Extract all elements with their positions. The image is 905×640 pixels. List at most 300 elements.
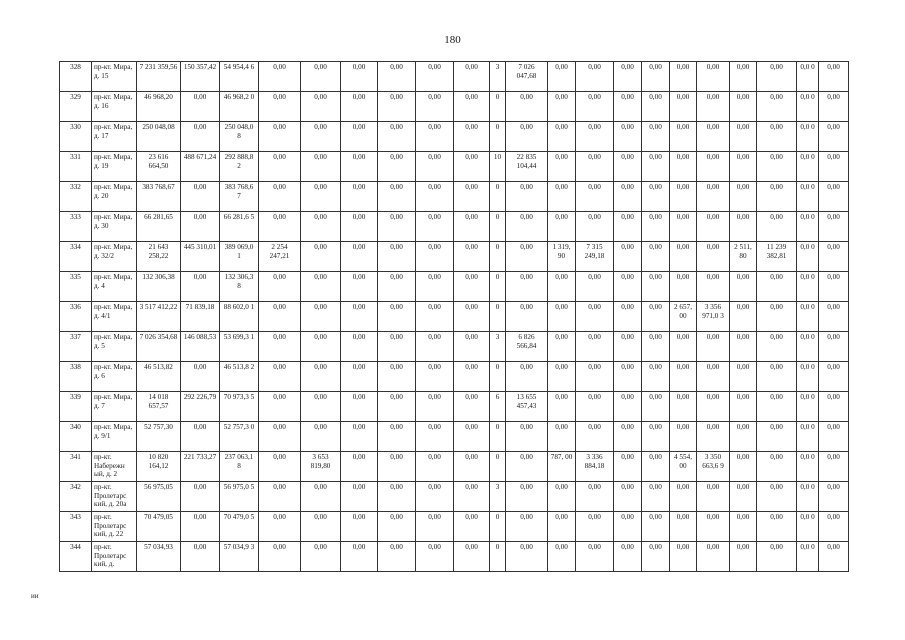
value-cell: 0,00 <box>576 482 614 512</box>
value-cell: 0,00 <box>614 212 642 242</box>
address-cell: пр-кт. Мира, д. 9/1 <box>92 422 137 452</box>
value-cell: 0,00 <box>757 92 797 122</box>
value-cell: 0,0 0 <box>797 242 819 272</box>
value-cell: 0,00 <box>614 92 642 122</box>
row-number-cell: 336 <box>60 302 92 332</box>
row-number-cell: 328 <box>60 62 92 92</box>
value-cell: 0,00 <box>670 542 697 572</box>
value-cell: 0,00 <box>301 362 341 392</box>
value-cell: 0,00 <box>454 332 490 362</box>
value-cell: 0,00 <box>548 422 576 452</box>
address-cell: пр-кт. Пролетарс кий, д. <box>92 542 137 572</box>
value-cell: 0,00 <box>416 542 454 572</box>
value-cell: 2 254 247,21 <box>259 242 301 272</box>
value-cell: 0,00 <box>416 152 454 182</box>
value-cell: 0,00 <box>341 542 378 572</box>
value-cell: 0,00 <box>454 542 490 572</box>
value-cell: 11 239 382,81 <box>757 242 797 272</box>
value-cell: 0,00 <box>506 422 548 452</box>
row-number-cell: 340 <box>60 422 92 452</box>
value-cell: 0,00 <box>576 542 614 572</box>
value-cell: 0,00 <box>642 422 670 452</box>
table-row <box>60 512 849 542</box>
value-cell: 0,00 <box>341 122 378 152</box>
value-cell: 0,00 <box>548 62 576 92</box>
value-cell: 0,00 <box>301 152 341 182</box>
value-cell: 0,00 <box>757 122 797 152</box>
table-row <box>60 362 849 392</box>
row-number-cell: 334 <box>60 242 92 272</box>
row-number-cell: 335 <box>60 272 92 302</box>
table-row <box>60 422 849 452</box>
value-cell: 237 063,1 8 <box>220 452 259 482</box>
address-cell: пр-кт. Мира, д. 7 <box>92 392 137 422</box>
value-cell: 0,00 <box>757 422 797 452</box>
value-cell: 0,00 <box>181 182 220 212</box>
value-cell: 3 <box>490 62 506 92</box>
value-cell: 21 643 258,22 <box>137 242 181 272</box>
value-cell: 0,00 <box>819 362 849 392</box>
value-cell: 0,00 <box>341 62 378 92</box>
value-cell: 0,00 <box>301 512 341 542</box>
value-cell: 0,00 <box>341 452 378 482</box>
value-cell: 0,00 <box>642 272 670 302</box>
value-cell: 0,00 <box>341 482 378 512</box>
value-cell: 0,00 <box>576 302 614 332</box>
value-cell: 0,00 <box>757 542 797 572</box>
value-cell: 0,00 <box>614 302 642 332</box>
value-cell: 0,00 <box>642 362 670 392</box>
value-cell: 13 655 457,43 <box>506 392 548 422</box>
value-cell: 0,0 0 <box>797 422 819 452</box>
value-cell: 0,00 <box>259 302 301 332</box>
value-cell: 0,00 <box>670 92 697 122</box>
table-row <box>60 332 849 362</box>
address-cell: пр-кт. Мира, д. 4/1 <box>92 302 137 332</box>
value-cell: 0,00 <box>819 242 849 272</box>
value-cell: 0,00 <box>548 542 576 572</box>
value-cell: 0,0 0 <box>797 362 819 392</box>
value-cell: 0 <box>490 272 506 302</box>
value-cell: 3 653 819,80 <box>301 452 341 482</box>
value-cell: 0,00 <box>301 392 341 422</box>
value-cell: 0,00 <box>378 62 416 92</box>
value-cell: 0,00 <box>506 302 548 332</box>
value-cell: 0,00 <box>819 182 849 212</box>
value-cell: 0,00 <box>548 122 576 152</box>
value-cell: 0,00 <box>642 512 670 542</box>
value-cell: 0,00 <box>757 392 797 422</box>
table-row <box>60 482 849 512</box>
value-cell: 0,00 <box>642 212 670 242</box>
value-cell: 71 839,18 <box>181 302 220 332</box>
value-cell: 0,00 <box>301 302 341 332</box>
value-cell: 0,0 0 <box>797 272 819 302</box>
value-cell: 292 226,79 <box>181 392 220 422</box>
row-number-cell: 342 <box>60 482 92 512</box>
value-cell: 0,00 <box>642 152 670 182</box>
value-cell: 0,00 <box>378 512 416 542</box>
value-cell: 0,00 <box>341 302 378 332</box>
value-cell: 0,0 0 <box>797 122 819 152</box>
value-cell: 0,00 <box>548 362 576 392</box>
value-cell: 0,00 <box>642 182 670 212</box>
value-cell: 0,00 <box>181 212 220 242</box>
value-cell: 7 315 249,18 <box>576 242 614 272</box>
value-cell: 2 511, 80 <box>730 242 757 272</box>
value-cell: 488 671,24 <box>181 152 220 182</box>
address-cell: пр-кт. Пролетарс кий, д. 22 <box>92 512 137 542</box>
value-cell: 3 356 971,0 3 <box>697 302 730 332</box>
value-cell: 0,00 <box>670 422 697 452</box>
value-cell: 0,00 <box>642 302 670 332</box>
value-cell: 0,00 <box>614 422 642 452</box>
value-cell: 0,00 <box>341 422 378 452</box>
value-cell: 0,00 <box>670 272 697 302</box>
value-cell: 52 757,30 <box>137 422 181 452</box>
value-cell: 0,00 <box>454 152 490 182</box>
row-number-cell: 344 <box>60 542 92 572</box>
address-cell: пр-кт. Мира, д. 20 <box>92 182 137 212</box>
value-cell: 0,00 <box>730 452 757 482</box>
value-cell: 0,00 <box>757 152 797 182</box>
value-cell: 0,00 <box>819 482 849 512</box>
value-cell: 0,00 <box>506 452 548 482</box>
value-cell: 0,00 <box>757 272 797 302</box>
value-cell: 0,00 <box>454 242 490 272</box>
address-cell: пр-кт. Мира, д. 4 <box>92 272 137 302</box>
value-cell: 221 733,27 <box>181 452 220 482</box>
value-cell: 0,00 <box>259 422 301 452</box>
value-cell: 70 479,05 <box>137 512 181 542</box>
value-cell: 0,00 <box>416 92 454 122</box>
table-row <box>60 542 849 572</box>
value-cell: 0,00 <box>301 92 341 122</box>
value-cell: 0,00 <box>819 302 849 332</box>
value-cell: 0,00 <box>730 152 757 182</box>
value-cell: 0,00 <box>697 392 730 422</box>
value-cell: 0,00 <box>506 182 548 212</box>
data-table <box>59 61 849 572</box>
address-cell: пр-кт. Мира, д. 16 <box>92 92 137 122</box>
value-cell: 7 026 354,68 <box>137 332 181 362</box>
value-cell: 0,00 <box>416 242 454 272</box>
value-cell: 383 768,6 7 <box>220 182 259 212</box>
value-cell: 0 <box>490 242 506 272</box>
row-number-cell: 339 <box>60 392 92 422</box>
value-cell: 0,00 <box>259 512 301 542</box>
value-cell: 0,00 <box>757 182 797 212</box>
value-cell: 0,00 <box>454 272 490 302</box>
value-cell: 0,00 <box>259 152 301 182</box>
table-row <box>60 182 849 212</box>
value-cell: 0,00 <box>259 452 301 482</box>
value-cell: 0,00 <box>576 332 614 362</box>
value-cell: 0,0 0 <box>797 152 819 182</box>
value-cell: 0,00 <box>341 92 378 122</box>
value-cell: 7 026 047,68 <box>506 62 548 92</box>
row-number-cell: 331 <box>60 152 92 182</box>
address-cell: пр-кт. Набережн ый, д. 2 <box>92 452 137 482</box>
value-cell: 0,00 <box>506 122 548 152</box>
value-cell: 132 306,38 <box>137 272 181 302</box>
value-cell: 6 <box>490 392 506 422</box>
value-cell: 3 517 412,22 <box>137 302 181 332</box>
value-cell: 0,00 <box>506 212 548 242</box>
value-cell: 0,00 <box>548 152 576 182</box>
address-cell: пр-кт. Мира, д. 19 <box>92 152 137 182</box>
value-cell: 0,00 <box>181 92 220 122</box>
value-cell: 0,00 <box>548 92 576 122</box>
value-cell: 0,00 <box>548 212 576 242</box>
value-cell: 0,00 <box>506 92 548 122</box>
value-cell: 0,00 <box>730 362 757 392</box>
value-cell: 0,00 <box>670 182 697 212</box>
value-cell: 2 657, 00 <box>670 302 697 332</box>
value-cell: 0,00 <box>454 122 490 152</box>
value-cell: 0,00 <box>454 362 490 392</box>
value-cell: 250 048,0 8 <box>220 122 259 152</box>
value-cell: 383 768,67 <box>137 182 181 212</box>
value-cell: 389 069,0 1 <box>220 242 259 272</box>
value-cell: 46 513,8 2 <box>220 362 259 392</box>
address-cell: пр-кт. Мира, д. 5 <box>92 332 137 362</box>
value-cell: 0,00 <box>454 92 490 122</box>
value-cell: 0,00 <box>642 122 670 152</box>
value-cell: 0,00 <box>378 392 416 422</box>
value-cell: 0,00 <box>378 452 416 482</box>
table-row <box>60 212 849 242</box>
value-cell: 0,00 <box>506 242 548 272</box>
value-cell: 0,00 <box>614 242 642 272</box>
value-cell: 0,00 <box>341 392 378 422</box>
value-cell: 0,00 <box>670 482 697 512</box>
value-cell: 0,00 <box>819 62 849 92</box>
value-cell: 0,00 <box>181 542 220 572</box>
table-row <box>60 62 849 92</box>
value-cell: 292 888,8 2 <box>220 152 259 182</box>
value-cell: 0,00 <box>301 122 341 152</box>
table-row <box>60 392 849 422</box>
value-cell: 0,00 <box>670 62 697 92</box>
value-cell: 0,00 <box>614 362 642 392</box>
value-cell: 0,00 <box>416 332 454 362</box>
table-row <box>60 122 849 152</box>
value-cell: 0,00 <box>181 512 220 542</box>
value-cell: 46 968,20 <box>137 92 181 122</box>
value-cell: 445 310,01 <box>181 242 220 272</box>
value-cell: 0,00 <box>378 242 416 272</box>
value-cell: 0 <box>490 302 506 332</box>
value-cell: 0,00 <box>670 152 697 182</box>
value-cell: 0,0 0 <box>797 302 819 332</box>
value-cell: 0,00 <box>416 212 454 242</box>
value-cell: 0,00 <box>819 122 849 152</box>
value-cell: 0,00 <box>378 302 416 332</box>
value-cell: 0,00 <box>730 542 757 572</box>
value-cell: 0,00 <box>259 92 301 122</box>
value-cell: 0,00 <box>576 92 614 122</box>
value-cell: 0,00 <box>730 272 757 302</box>
value-cell: 0,00 <box>181 422 220 452</box>
value-cell: 0,00 <box>670 242 697 272</box>
value-cell: 0,00 <box>378 332 416 362</box>
value-cell: 4 554, 00 <box>670 452 697 482</box>
value-cell: 88 602,0 1 <box>220 302 259 332</box>
value-cell: 0,00 <box>576 152 614 182</box>
value-cell: 0,00 <box>378 422 416 452</box>
value-cell: 0,00 <box>757 302 797 332</box>
value-cell: 0,0 0 <box>797 482 819 512</box>
row-number-cell: 330 <box>60 122 92 152</box>
value-cell: 23 616 664,50 <box>137 152 181 182</box>
value-cell: 0,00 <box>378 182 416 212</box>
value-cell: 0,00 <box>670 512 697 542</box>
value-cell: 0,00 <box>454 212 490 242</box>
value-cell: 0,00 <box>181 272 220 302</box>
value-cell: 0,00 <box>341 512 378 542</box>
value-cell: 0,00 <box>181 362 220 392</box>
value-cell: 3 <box>490 332 506 362</box>
row-number-cell: 333 <box>60 212 92 242</box>
value-cell: 0,00 <box>341 182 378 212</box>
value-cell: 0,00 <box>697 422 730 452</box>
value-cell: 0,00 <box>642 452 670 482</box>
value-cell: 0,00 <box>730 302 757 332</box>
value-cell: 0,00 <box>670 392 697 422</box>
value-cell: 0 <box>490 422 506 452</box>
value-cell: 0,0 0 <box>797 512 819 542</box>
value-cell: 14 018 657,57 <box>137 392 181 422</box>
value-cell: 0,00 <box>614 332 642 362</box>
value-cell: 0,00 <box>614 182 642 212</box>
value-cell: 0,00 <box>697 542 730 572</box>
value-cell: 0,00 <box>670 122 697 152</box>
value-cell: 0,00 <box>416 122 454 152</box>
value-cell: 0,00 <box>614 62 642 92</box>
value-cell: 0,00 <box>697 332 730 362</box>
value-cell: 0,00 <box>259 332 301 362</box>
value-cell: 0,00 <box>378 542 416 572</box>
value-cell: 0,00 <box>697 212 730 242</box>
value-cell: 0,00 <box>506 362 548 392</box>
value-cell: 3 336 884,18 <box>576 452 614 482</box>
value-cell: 0,00 <box>378 122 416 152</box>
value-cell: 0,00 <box>576 272 614 302</box>
value-cell: 0,00 <box>642 392 670 422</box>
value-cell: 0,00 <box>454 392 490 422</box>
value-cell: 0,00 <box>697 182 730 212</box>
value-cell: 56 975,0 5 <box>220 482 259 512</box>
value-cell: 0,0 0 <box>797 452 819 482</box>
value-cell: 0,00 <box>819 392 849 422</box>
value-cell: 0,00 <box>416 452 454 482</box>
value-cell: 52 757,3 0 <box>220 422 259 452</box>
row-number-cell: 338 <box>60 362 92 392</box>
value-cell: 0,00 <box>757 212 797 242</box>
value-cell: 0,00 <box>416 482 454 512</box>
value-cell: 3 350 663,6 9 <box>697 452 730 482</box>
value-cell: 0 <box>490 122 506 152</box>
value-cell: 0,00 <box>614 452 642 482</box>
value-cell: 0,00 <box>416 182 454 212</box>
value-cell: 0,00 <box>819 542 849 572</box>
value-cell: 0,00 <box>730 392 757 422</box>
value-cell: 0,00 <box>259 122 301 152</box>
value-cell: 0,00 <box>670 212 697 242</box>
value-cell: 0,00 <box>697 482 730 512</box>
value-cell: 0,0 0 <box>797 332 819 362</box>
value-cell: 0,00 <box>506 482 548 512</box>
row-number-cell: 341 <box>60 452 92 482</box>
value-cell: 0,00 <box>642 92 670 122</box>
value-cell: 0,00 <box>670 332 697 362</box>
value-cell: 0,00 <box>642 542 670 572</box>
value-cell: 54 954,4 6 <box>220 62 259 92</box>
value-cell: 0,00 <box>819 212 849 242</box>
value-cell: 150 357,42 <box>181 62 220 92</box>
value-cell: 0,00 <box>819 92 849 122</box>
value-cell: 0,00 <box>454 62 490 92</box>
value-cell: 0,00 <box>576 362 614 392</box>
value-cell: 0,0 0 <box>797 92 819 122</box>
value-cell: 56 975,05 <box>137 482 181 512</box>
row-number-cell: 329 <box>60 92 92 122</box>
value-cell: 0,00 <box>730 92 757 122</box>
value-cell: 250 048,08 <box>137 122 181 152</box>
value-cell: 0,00 <box>730 62 757 92</box>
value-cell: 0,00 <box>454 512 490 542</box>
address-cell: пр-кт. Мира, д. 32/2 <box>92 242 137 272</box>
value-cell: 57 034,9 3 <box>220 542 259 572</box>
value-cell: 0,00 <box>301 482 341 512</box>
value-cell: 10 <box>490 152 506 182</box>
value-cell: 0,00 <box>454 482 490 512</box>
value-cell: 0,00 <box>697 152 730 182</box>
value-cell: 0,00 <box>614 272 642 302</box>
value-cell: 0,00 <box>757 362 797 392</box>
value-cell: 10 820 164,12 <box>137 452 181 482</box>
value-cell: 0,00 <box>730 512 757 542</box>
value-cell: 0,00 <box>548 512 576 542</box>
value-cell: 0,00 <box>730 482 757 512</box>
value-cell: 0,00 <box>259 62 301 92</box>
value-cell: 0,00 <box>378 152 416 182</box>
value-cell: 0,0 0 <box>797 182 819 212</box>
value-cell: 0,00 <box>506 542 548 572</box>
value-cell: 0,00 <box>730 122 757 152</box>
value-cell: 0,00 <box>301 542 341 572</box>
value-cell: 0,00 <box>506 512 548 542</box>
value-cell: 0,00 <box>642 482 670 512</box>
value-cell: 0,00 <box>730 332 757 362</box>
value-cell: 0 <box>490 362 506 392</box>
row-number-cell: 337 <box>60 332 92 362</box>
value-cell: 0,00 <box>416 62 454 92</box>
value-cell: 0,00 <box>697 272 730 302</box>
value-cell: 0,00 <box>548 302 576 332</box>
value-cell: 0,00 <box>614 542 642 572</box>
value-cell: 70 973,3 5 <box>220 392 259 422</box>
value-cell: 66 281,6 5 <box>220 212 259 242</box>
address-cell: пр-кт. Мира, д. 30 <box>92 212 137 242</box>
value-cell: 0 <box>490 212 506 242</box>
value-cell: 0,00 <box>454 422 490 452</box>
value-cell: 0,00 <box>614 392 642 422</box>
value-cell: 0,00 <box>614 152 642 182</box>
value-cell: 0,00 <box>819 332 849 362</box>
value-cell: 7 231 359,56 <box>137 62 181 92</box>
